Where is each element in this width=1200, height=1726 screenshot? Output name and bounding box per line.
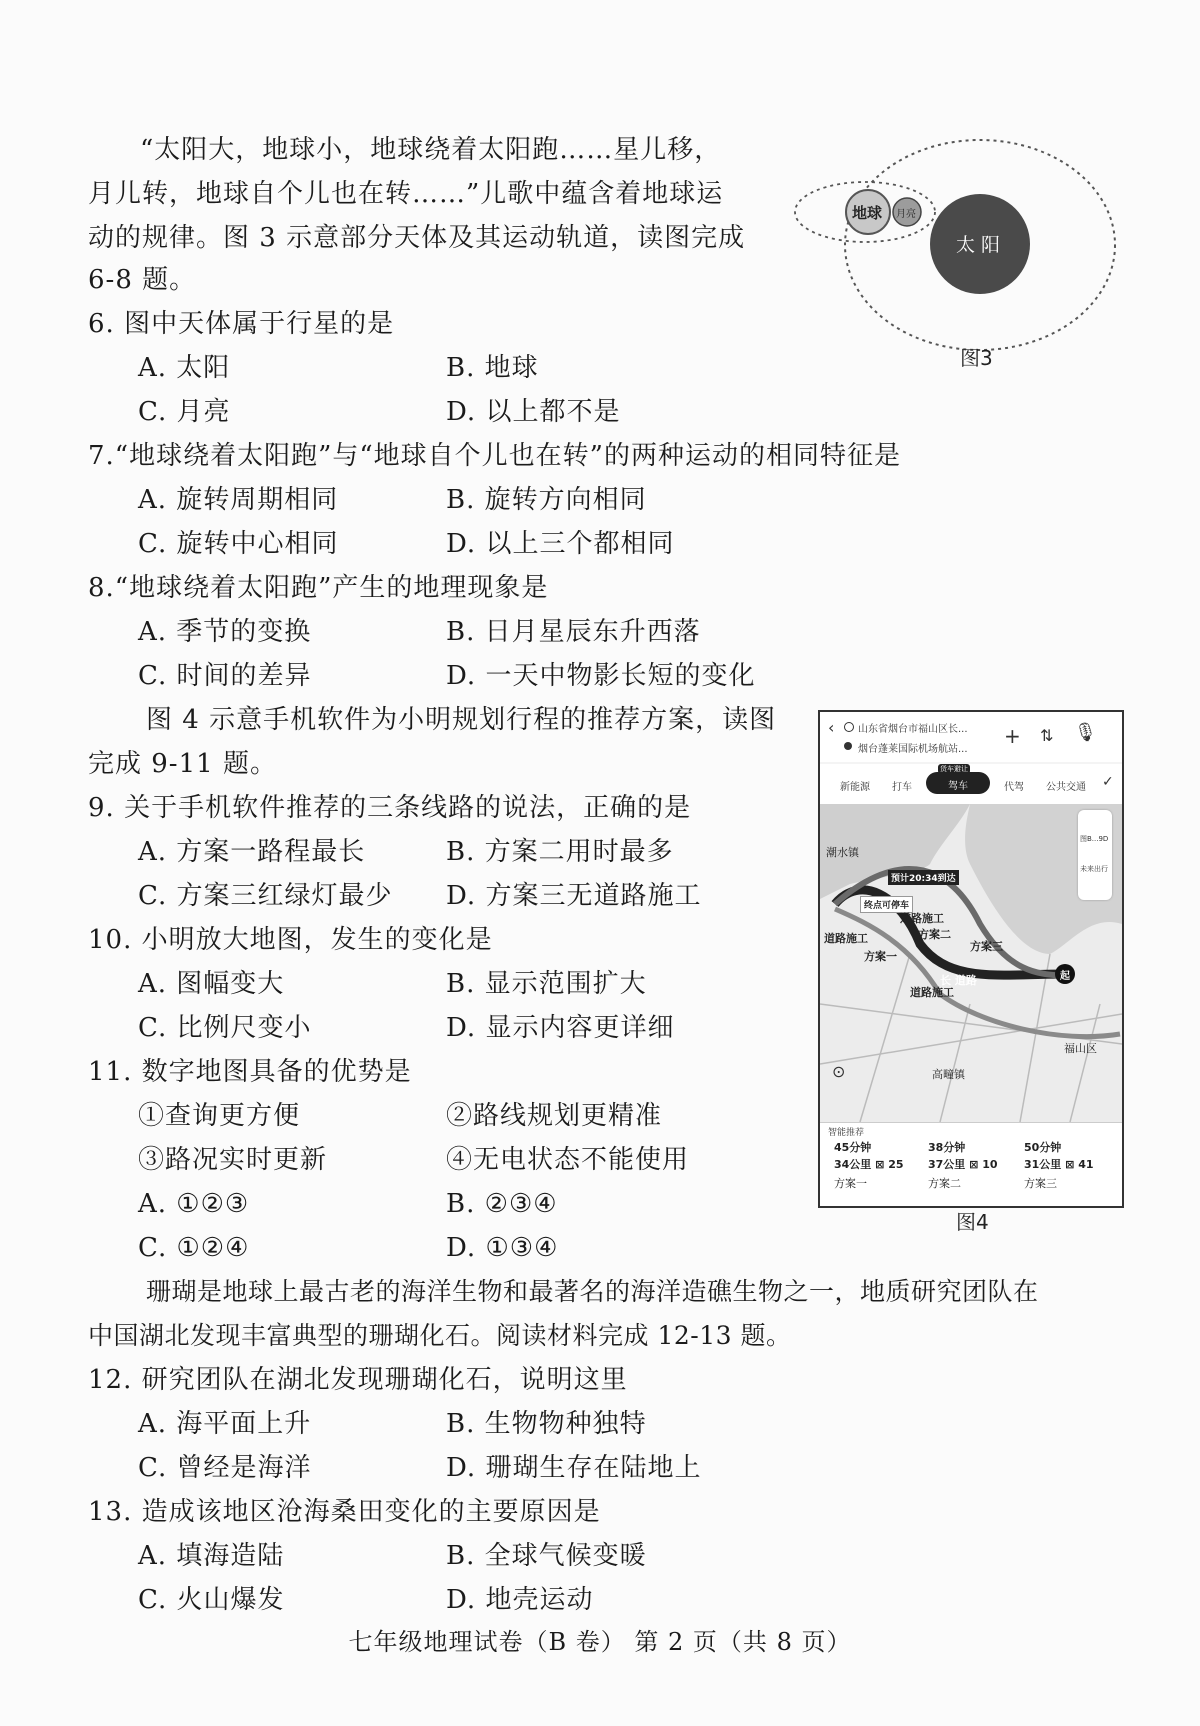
plan-1-lights: 25 [888,1158,904,1171]
plan-summary [820,1122,1122,1207]
q7-option-c: C. 旋转中心相同 [138,529,339,559]
q11-option-b: B. ②③④ [446,1189,558,1219]
future-trip-button[interactable]: 未来出行 [1080,865,1108,873]
construction-label-2: 道路施工 [824,932,868,945]
traffic-light-icon: ⊠ [1065,1158,1075,1171]
figure-4-navigation-app [818,710,1124,1208]
q7-option-d: D. 以上三个都相同 [446,529,675,559]
construction-label-3: 道路施工 [910,986,954,999]
q8-option-d: D. 一天中物影长短的变化 [446,661,756,691]
chevron-down-icon[interactable]: ✓ [1102,774,1114,790]
sun-label: 太 阳 [956,234,1001,256]
q11-stem: 11. 数字地图具备的优势是 [88,1057,412,1087]
q12-option-b: B. 生物物种独特 [446,1409,647,1439]
intro-line-4: 6-8 题。 [88,265,197,295]
q9-option-a: A. 方案一路程最长 [138,837,366,867]
q10-stem: 10. 小明放大地图，发生的变化是 [88,925,493,955]
plan-2-name: 方案二 [928,1177,961,1190]
town-label-2: 高疃镇 [932,1068,965,1081]
figure-4-caption: 图4 [956,1210,989,1234]
page-footer: 七年级地理试卷（B 卷） 第 2 页（共 8 页） [348,1628,852,1656]
q11-statement-1: ①查询更方便 [138,1101,301,1131]
plan-1-name: 方案一 [834,1177,867,1190]
q10-option-a: A. 图幅变大 [138,969,285,999]
truck-avoid-badge: 货车避让 [940,765,968,773]
intro3-line-2: 中国湖北发现丰富典型的珊瑚化石。阅读材料完成 12-13 题。 [88,1321,792,1350]
q10-option-c: C. 比例尺变小 [138,1013,312,1043]
parking-label: 终点可停车 [860,896,913,913]
q6-option-a: A. 太阳 [138,353,231,383]
q6-option-b: B. 地球 [446,353,539,383]
plan-1-map-label: 方案一 [864,950,897,963]
plan-1-distance: 34公里 [834,1158,872,1171]
q11-statement-2: ②路线规划更精准 [446,1101,663,1131]
start-label: 起 [1060,971,1070,982]
add-stop-icon[interactable]: + [1004,724,1021,748]
microphone-icon[interactable]: 🎙 [1074,722,1097,743]
construction-label-1: 道路施工 [900,912,944,925]
q8-stem: 8.“地球绕着太阳跑”产生的地理现象是 [88,573,549,603]
plan-2-distance: 37公里 [928,1158,966,1171]
traffic-light-icon: ⊠ [969,1158,979,1171]
q10-option-b: B. 显示范围扩大 [446,969,647,999]
eta-label: 预计20:34到达 [888,870,959,885]
plan-2-time: 38分钟 [928,1141,966,1154]
map-side-panel [1078,810,1112,900]
plan-3-distance: 31公里 [1024,1158,1062,1171]
q8-option-b: B. 日月星辰东升西落 [446,617,701,647]
q11-statement-3: ③路况实时更新 [138,1145,328,1175]
q13-option-c: C. 火山爆发 [138,1585,285,1615]
layer-button[interactable]: 图B...9D [1080,835,1109,843]
q11-option-c: C. ①②④ [138,1233,250,1263]
orbit-svg [790,120,1120,360]
intro-line-2: 月儿转，地球自个儿也在转……”儿歌中蕴含着地球运 [88,179,724,209]
transport-tabs [820,764,1122,805]
town-label: 潮水镇 [826,846,859,859]
plan-1-time: 45分钟 [834,1141,872,1154]
q7-stem: 7.“地球绕着太阳跑”与“地球自个儿也在转”的两种运动的相同特征是 [88,441,901,471]
figure-3-orbit-diagram [790,120,1120,380]
plan-2-map-label: 方案二 [918,928,951,941]
q8-option-c: C. 时间的差异 [138,661,312,691]
plan-3-name: 方案三 [1024,1177,1057,1190]
road-label: 长 道路 [940,974,977,987]
moon-label: 月亮 [896,209,916,220]
q9-stem: 9. 关于手机软件推荐的三条线路的说法，正确的是 [88,793,692,823]
tab-taxi[interactable]: 打车 [892,782,912,793]
intro-line-3: 动的规律。图 3 示意部分天体及其运动轨道，读图完成 [88,223,746,253]
q6-stem: 6. 图中天体属于行星的是 [88,309,395,339]
q13-option-a: A. 填海造陆 [138,1541,285,1571]
intro3-line-1: 珊瑚是地球上最古老的海洋生物和最著名的海洋造礁生物之一，地质研究团队在 [146,1277,1039,1306]
district-label: 福山区 [1064,1042,1097,1055]
tab-new-energy[interactable]: 新能源 [840,782,870,793]
q9-option-d: D. 方案三无道路施工 [446,881,702,911]
plan-3-lights: 41 [1078,1158,1094,1171]
plan-3-map-label: 方案三 [970,940,1003,953]
smart-recommend-label[interactable]: 智能推荐 [828,1128,865,1138]
q9-option-c: C. 方案三红绿灯最少 [138,881,393,911]
origin-dot-icon [844,722,854,732]
q7-option-a: A. 旋转周期相同 [138,485,339,515]
q7-option-b: B. 旋转方向相同 [446,485,647,515]
plan-2-card[interactable] [928,1139,1023,1192]
route-map[interactable] [820,804,1122,1122]
plan-2-lights: 10 [982,1158,998,1171]
q12-option-a: A. 海平面上升 [138,1409,312,1439]
origin-input[interactable]: 山东省烟台市福山区长... [858,724,968,735]
q8-option-a: A. 季节的变换 [138,617,312,647]
route-header [820,712,1122,762]
destination-input[interactable]: 烟台蓬莱国际机场航站... [858,744,968,755]
back-icon[interactable]: ‹ [828,718,835,737]
q12-option-c: C. 曾经是海洋 [138,1453,312,1483]
intro-line-1: “太阳大，地球小，地球绕着太阳跑……星儿移， [140,135,722,165]
destination-dot-icon [844,742,852,750]
q13-stem: 13. 造成该地区沧海桑田变化的主要原因是 [88,1497,601,1527]
q12-stem: 12. 研究团队在湖北发现珊瑚化石，说明这里 [88,1365,628,1395]
q12-option-d: D. 珊瑚生存在陆地上 [446,1453,702,1483]
plan-1-card[interactable] [834,1139,929,1192]
q11-option-a: A. ①②③ [138,1189,250,1219]
q6-option-c: C. 月亮 [138,397,231,427]
intro2-line-1: 图 4 示意手机软件为小明规划行程的推荐方案，读图 [146,705,777,735]
q11-statement-4: ④无电状态不能使用 [446,1145,690,1175]
tab-drive[interactable]: 驾车 [926,772,990,794]
locate-icon[interactable]: ⊙ [832,1062,846,1081]
q6-option-d: D. 以上都不是 [446,397,621,427]
intro2-line-2: 完成 9-11 题。 [88,749,277,779]
q11-option-d: D. ①③④ [446,1233,559,1263]
plan-3-time: 50分钟 [1024,1141,1062,1154]
tab-public-transit[interactable]: 公共交通 [1046,782,1086,793]
q9-option-b: B. 方案二用时最多 [446,837,674,867]
tab-chauffeur[interactable]: 代驾 [1004,782,1024,793]
earth-label: 地球 [852,204,883,222]
swap-icon[interactable]: ⇅ [1040,726,1054,745]
q13-option-d: D. 地壳运动 [446,1585,594,1615]
plan-3-card[interactable] [1024,1139,1119,1192]
q13-option-b: B. 全球气候变暖 [446,1541,647,1571]
q10-option-d: D. 显示内容更详细 [446,1013,675,1043]
figure-3-caption: 图3 [960,346,993,370]
traffic-light-icon: ⊠ [875,1158,885,1171]
